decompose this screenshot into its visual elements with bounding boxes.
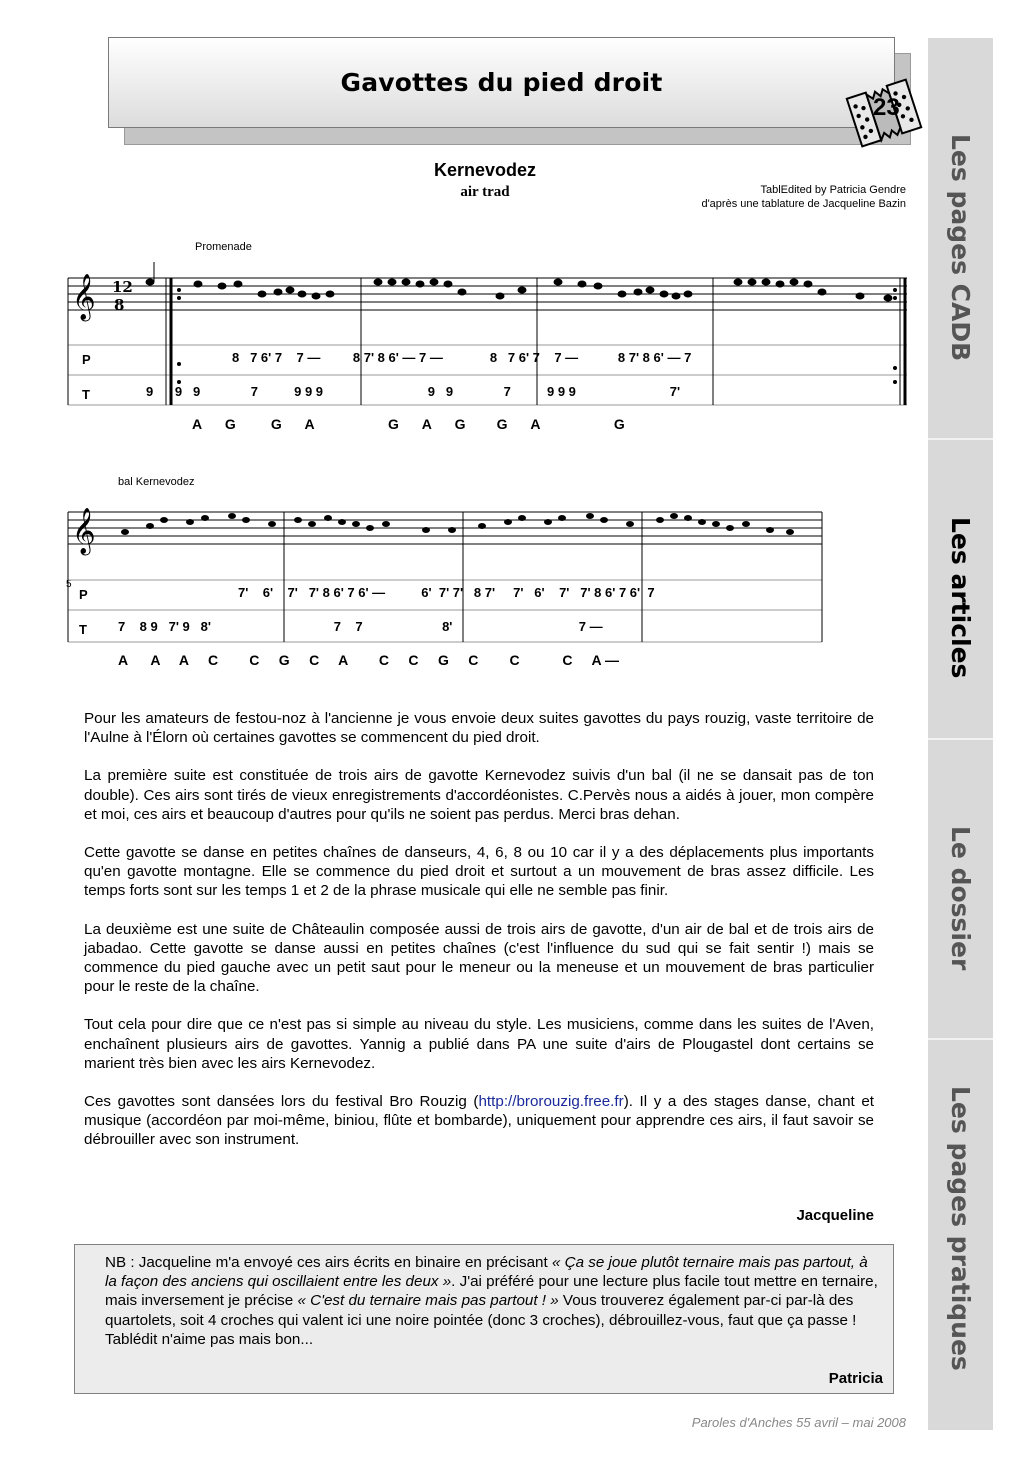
tab-label-p: P <box>79 587 88 602</box>
paragraph: Tout cela pour dire que ce n'est pas si simple au niveau du style. Les musiciens, comme dans les suites de l'Aven, enchaînent plusieurs airs de gavottes. Yannig a publié dans PA une suite d'airs de Plougastel dont certains se marient très bien avec les airs Kernevodez. <box>84 1016 874 1072</box>
section-label: Promenade <box>195 241 252 253</box>
credit-line: TablEdited by Patricia Gendre <box>760 184 906 196</box>
chord-row: A G G A G A G G A G <box>192 416 625 432</box>
footer-issue: Paroles d'Anches 55 avril – mai 2008 <box>691 1415 906 1430</box>
article-body <box>84 709 874 1169</box>
paragraph: Pour les amateurs de festou-noz à l'ancienne je vous envoie deux suites gavottes du pays rouzig, vaste territoire de l'Aulne à l'Élorn où certaines gavottes se commencent du pied droit. <box>84 710 874 747</box>
author-signature: Jacqueline <box>796 1207 874 1224</box>
tab-pages-cadb[interactable]: Les pages CADB <box>946 134 975 362</box>
festival-link[interactable]: http://brorouzig.free.fr <box>478 1093 624 1111</box>
tab-articles[interactable]: Les articles <box>946 517 975 679</box>
measure-number: 5 <box>66 579 72 590</box>
svg-text:12: 12 <box>112 278 133 296</box>
tab-row-push: 7 8 9 7' 9 8' 7 7 8' 7 — <box>118 619 603 634</box>
credit-line: d'après une tablature de Jacqueline Bazin <box>701 198 906 210</box>
chord-row: A A A C C G C A C C G C C C A — <box>118 652 619 668</box>
page-number: 23 <box>873 94 900 121</box>
paragraph: La deuxième est une suite de Châteaulin composée aussi de trois airs de gavotte, d'un air de bal et de trois airs de jabadao. Cette gavotte se danse aussi en petites chaînes (c'est l'influence du sud qui se fait sentir !) mais se commence du pied gauche avec un petit saut pour le meneur ou la meneuse et un mouvement de bras particulier pour le reste de la chaîne. <box>84 920 874 996</box>
sidebar-divider <box>928 738 993 740</box>
tab-row-pull: 8 7 6' 7 7 — 8 7' 8 6' — 7 — 8 7 6' 7 7 — 8 7' 8 6' — 7 <box>232 350 692 365</box>
tab-label-t: T <box>82 387 90 402</box>
tab-dossier[interactable]: Le dossier <box>946 825 975 971</box>
paragraph: La première suite est constituée de trois airs de gavotte Kernevodez suivis d'un bal (il ne se dansait pas de ton double). Ces airs sont tirés de vieux enregistrements d'accordéonistes. C.Pervès nous a aidés à jouer, mon compère et moi, ces airs et beaucoup d'autres pour qu'ils ne soient pas perdus. Merci bras dehan. <box>84 767 874 823</box>
tab-row-push: 9 9 9 7 9 9 9 9 9 7 9 9 9 7' <box>146 384 681 399</box>
page-title: Gavottes du pied droit <box>340 68 663 97</box>
paragraph: Cette gavotte se danse en petites chaînes de danseurs, 4, 6, 8 ou 10 car il y a des déplacements plus importants qu'en gavotte montagne. Elle se commence du pied droit et surtout a un mouvement de bras assez difficile. Les temps forts sont sur les temps 1 et 2 de la phrase musicale qui elle ne semble pas finir. <box>84 844 874 900</box>
svg-text:𝄞: 𝄞 <box>72 508 96 554</box>
svg-text:8: 8 <box>114 296 125 314</box>
tune-title: Kernevodez <box>433 160 537 180</box>
nb-box <box>74 1244 894 1394</box>
sidebar-divider <box>928 1038 993 1040</box>
paragraph: Ces gavottes sont dansées lors du festival Bro Rouzig (http://brorouzig.free.fr). Il y a des stages danse, chant et musique (accordéon par moi-même, biniou, flûte et bombarde), uniquement pour apprendre ces airs, il faut savoir se débrouiller avec son instrument. <box>84 1093 874 1149</box>
tab-pages-pratiques[interactable]: Les pages pratiques <box>946 1085 975 1371</box>
svg-text:𝄞: 𝄞 <box>72 274 96 320</box>
nb-text: NB : Jacqueline m'a envoyé ces airs écrits en binaire en précisant « Ça se joue plutôt ternaire mais pas partout, à la façon des anciens qui oscillaient entre les deux ». J'ai préféré pour une lecture plus facile tout mettre en ternaire, mais inversement je précise « C'est du ternaire mais pas partout ! » Vous trouverez également par-ci par-là des quartolets, soit 4 croches qui valent ici une noire pointée (donc 3 croches), débrouillez-vous, faut que ça passe ! Tablédit n'aime pas mais bon... <box>105 1254 878 1348</box>
tab-label-p: P <box>82 352 91 367</box>
nb-signature: Patricia <box>828 1370 883 1387</box>
section-label: bal Kernevodez <box>118 476 195 488</box>
tune-subtitle: air trad <box>460 184 510 200</box>
tab-label-t: T <box>79 622 87 637</box>
tab-row-pull: 7' 6' 7' 7' 8 6' 7 6' — 6' 7' 7' 8 7' 7' 6' 7' 7' 8 6' 7 6' 7 <box>238 585 655 600</box>
